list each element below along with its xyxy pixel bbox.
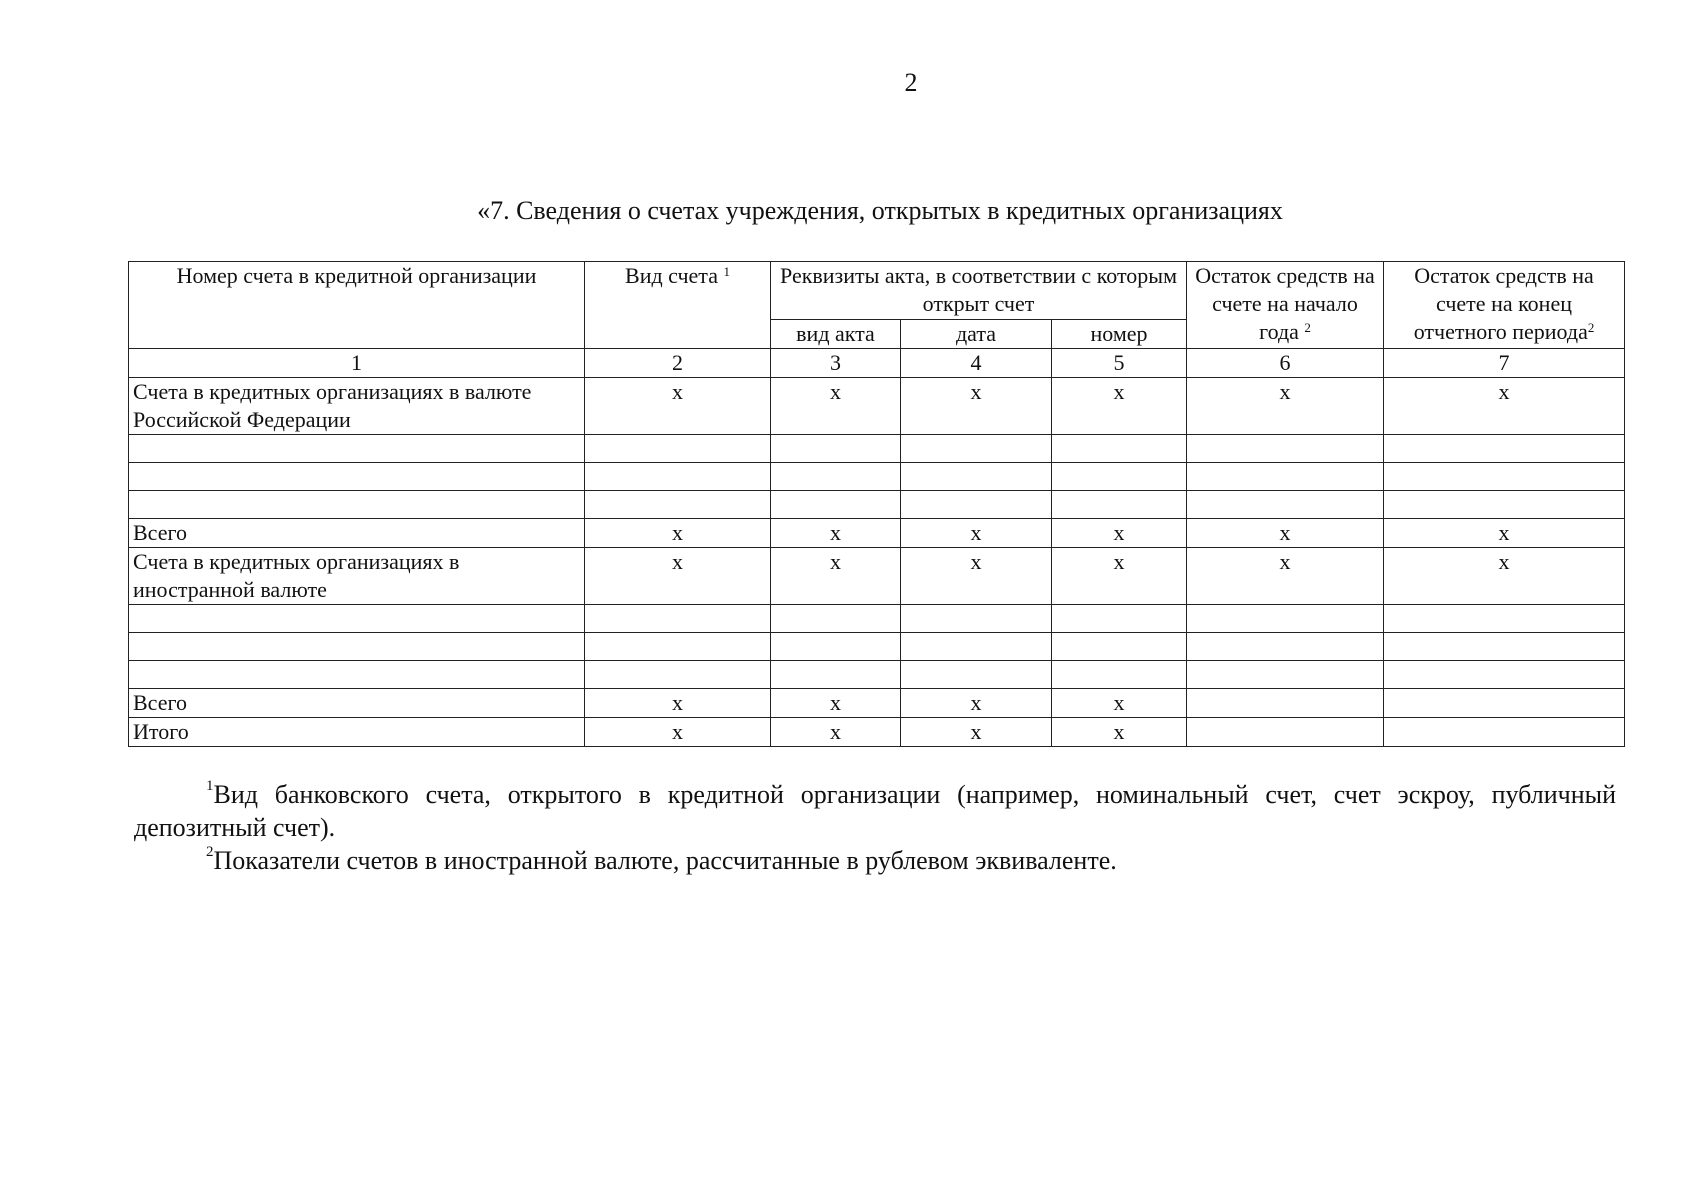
grand-total-row (129, 718, 1625, 747)
table-cell: x (1052, 378, 1187, 435)
table-cell (771, 435, 901, 463)
footnote-ref-1: 1 (723, 264, 730, 279)
table-cell: x (901, 548, 1052, 605)
section-label-rub: Счета в кредитных организациях в валюте Российской Федерации (129, 378, 585, 435)
table-cell (585, 605, 771, 633)
table-cell (1052, 633, 1187, 661)
table-cell: x (585, 718, 771, 747)
table-header-row (129, 262, 1625, 320)
header-act-date: дата (901, 320, 1052, 349)
table-cell (1384, 661, 1625, 689)
section-title: «7. Сведения о счетах учреждения, открытых в кредитных организациях (477, 196, 1283, 225)
table-cell: x (1052, 519, 1187, 548)
column-number: 3 (771, 349, 901, 378)
table-cell: x (771, 378, 901, 435)
table-cell (1052, 463, 1187, 491)
table-cell: x (585, 689, 771, 718)
column-number: 7 (1384, 349, 1625, 378)
table-row-empty (129, 435, 1625, 463)
table-cell (1187, 463, 1384, 491)
table-cell: x (585, 378, 771, 435)
footnote-mark: 1 (206, 778, 214, 794)
table-cell (129, 435, 585, 463)
footnote-1 (134, 778, 1616, 844)
table-cell (129, 491, 585, 519)
footnote-text: Показатели счетов в иностранной валюте, рассчитанные в рублевом эквиваленте. (213, 846, 1117, 875)
table-cell (1187, 689, 1384, 718)
column-number: 5 (1052, 349, 1187, 378)
table-cell (129, 605, 585, 633)
table-cell: x (1384, 519, 1625, 548)
footnote-ref-2: 2 (1304, 320, 1311, 335)
table-cell (771, 463, 901, 491)
table-cell: x (1384, 548, 1625, 605)
table-cell (901, 661, 1052, 689)
table-cell (1187, 491, 1384, 519)
total-label: Всего (129, 689, 585, 718)
table-cell: x (1052, 718, 1187, 747)
section-row-rub (129, 378, 1625, 435)
header-act-details: Реквизиты акта, в соответствии с которым открыт счет (771, 262, 1187, 320)
table-cell (1384, 463, 1625, 491)
table-row-empty (129, 633, 1625, 661)
column-number: 2 (585, 349, 771, 378)
table-cell: x (1187, 378, 1384, 435)
table-cell (771, 661, 901, 689)
table-cell (901, 435, 1052, 463)
column-number: 1 (129, 349, 585, 378)
table-row-empty (129, 491, 1625, 519)
table-row-empty (129, 605, 1625, 633)
header-act-number: номер (1052, 320, 1187, 349)
table-cell: x (901, 718, 1052, 747)
table-cell (129, 661, 585, 689)
table-cell (1187, 605, 1384, 633)
table-cell: x (901, 519, 1052, 548)
table-cell (1384, 633, 1625, 661)
footnote-2 (134, 844, 1616, 877)
table-cell: x (771, 689, 901, 718)
table-cell (1384, 718, 1625, 747)
table-cell (585, 633, 771, 661)
table-cell: x (771, 718, 901, 747)
table-cell (771, 605, 901, 633)
table-cell (1187, 718, 1384, 747)
table-cell (1052, 435, 1187, 463)
column-number: 4 (901, 349, 1052, 378)
header-balance-end: Остаток средств на счете на конец отчетного периода$^2$ (1384, 262, 1625, 349)
table-cell: x (585, 548, 771, 605)
table-cell: x (1187, 548, 1384, 605)
column-number: 6 (1187, 349, 1384, 378)
table-cell (901, 605, 1052, 633)
footnote-mark: 2 (206, 844, 214, 860)
column-number-row (129, 349, 1625, 378)
page-number: 2 (904, 68, 918, 97)
table-row-empty (129, 661, 1625, 689)
total-row-rub (129, 519, 1625, 548)
table-cell (771, 633, 901, 661)
footnote-text: Вид банковского счета, открытого в кредитной организации (например, номинальный счет, счет эскроу, публичный депозитный счет). (134, 780, 1616, 842)
footnote-ref-2: 2 (1587, 320, 1595, 335)
table-cell (1384, 689, 1625, 718)
table-cell (901, 633, 1052, 661)
table-cell (1384, 435, 1625, 463)
table-cell: x (1384, 378, 1625, 435)
section-label-fx: Счета в кредитных организациях в иностранной валюте (129, 548, 585, 605)
header-act-type: вид акта (771, 320, 901, 349)
footnotes (134, 778, 1616, 877)
table-cell (1187, 435, 1384, 463)
table-cell (585, 463, 771, 491)
table-row-empty (129, 463, 1625, 491)
table-cell: x (771, 519, 901, 548)
table-cell (129, 463, 585, 491)
table-cell: x (585, 519, 771, 548)
header-account-type: Вид счета $^1$ (585, 262, 771, 349)
table-cell (1384, 605, 1625, 633)
table-cell (901, 491, 1052, 519)
table-cell (1384, 491, 1625, 519)
table-cell: x (901, 378, 1052, 435)
table-cell (1052, 605, 1187, 633)
table-cell (585, 435, 771, 463)
table-cell (1187, 633, 1384, 661)
header-account-number: Номер счета в кредитной организации (129, 262, 585, 349)
table-cell: x (1052, 689, 1187, 718)
table-cell (129, 633, 585, 661)
table-cell (1187, 661, 1384, 689)
table-cell: x (771, 548, 901, 605)
table-cell (585, 491, 771, 519)
grand-total-label: Итого (129, 718, 585, 747)
table-cell (901, 463, 1052, 491)
header-balance-start: Остаток средств на счете на начало года $^2$ (1187, 262, 1384, 349)
table-cell: x (901, 689, 1052, 718)
section-row-fx (129, 548, 1625, 605)
table-cell (585, 661, 771, 689)
table-cell: x (1187, 519, 1384, 548)
table-cell (1052, 661, 1187, 689)
accounts-table (128, 261, 1625, 747)
table-cell: x (1052, 548, 1187, 605)
table-cell (771, 491, 901, 519)
table-cell (1052, 491, 1187, 519)
total-label: Всего (129, 519, 585, 548)
total-row-fx (129, 689, 1625, 718)
